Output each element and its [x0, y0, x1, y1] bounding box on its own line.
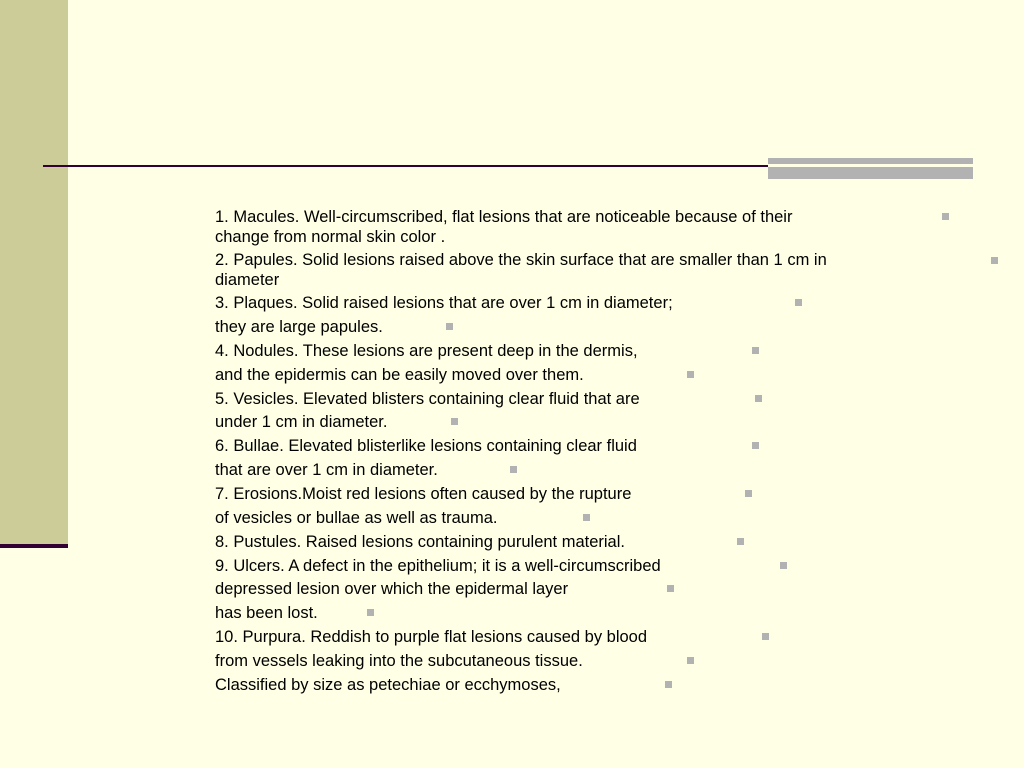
body-line: 6. Bullae. Elevated blisterlike lesions containing clear fluid: [215, 437, 637, 455]
square-bullet-icon: [991, 257, 998, 264]
body-line: 8. Pustules. Raised lesions containing purulent material.: [215, 533, 625, 551]
square-bullet-icon: [510, 466, 517, 473]
square-bullet-icon: [446, 323, 453, 330]
body-line: 4. Nodules. These lesions are present deep in the dermis,: [215, 342, 638, 360]
body-line: 9. Ulcers. A defect in the epithelium; it is a well-circumscribed: [215, 557, 661, 575]
square-bullet-icon: [795, 299, 802, 306]
body-line: 3. Plaques. Solid raised lesions that are over 1 cm in diameter;: [215, 294, 673, 312]
body-line: of vesicles or bullae as well as trauma.: [215, 509, 498, 527]
body-line: that are over 1 cm in diameter.: [215, 461, 438, 479]
square-bullet-icon: [745, 490, 752, 497]
square-bullet-icon: [942, 213, 949, 220]
body-line: 5. Vesicles. Elevated blisters containing clear fluid that are: [215, 390, 640, 408]
body-line: and the epidermis can be easily moved over them.: [215, 366, 584, 384]
square-bullet-icon: [583, 514, 590, 521]
square-bullet-icon: [752, 347, 759, 354]
square-bullet-icon: [752, 442, 759, 449]
body-line: they are large papules.: [215, 318, 383, 336]
square-bullet-icon: [665, 681, 672, 688]
square-bullet-icon: [780, 562, 787, 569]
square-bullet-icon: [667, 585, 674, 592]
square-bullet-icon: [755, 395, 762, 402]
left-band-underline: [0, 544, 68, 548]
slide-body: [215, 0, 1015, 768]
body-line: 2. Papules. Solid lesions raised above the skin surface that are smaller than 1 cm in: [215, 251, 827, 269]
body-line: change from normal skin color .: [215, 228, 446, 246]
square-bullet-icon: [367, 609, 374, 616]
body-line: 1. Macules. Well-circumscribed, flat lesions that are noticeable because of their: [215, 208, 793, 226]
body-line: 7. Erosions.Moist red lesions often caused by the rupture: [215, 485, 632, 503]
body-line: from vessels leaking into the subcutaneous tissue.: [215, 652, 583, 670]
square-bullet-icon: [687, 371, 694, 378]
square-bullet-icon: [762, 633, 769, 640]
left-decorative-band: [0, 0, 68, 547]
body-line: diameter: [215, 271, 280, 289]
body-line: under 1 cm in diameter.: [215, 413, 388, 431]
square-bullet-icon: [737, 538, 744, 545]
body-line: 10. Purpura. Reddish to purple flat lesions caused by blood: [215, 628, 648, 646]
square-bullet-icon: [451, 418, 458, 425]
body-line: depressed lesion over which the epidermal layer: [215, 580, 569, 598]
square-bullet-icon: [687, 657, 694, 664]
body-line: Classified by size as petechiae or ecchymoses,: [215, 676, 561, 694]
body-line: has been lost.: [215, 604, 318, 622]
